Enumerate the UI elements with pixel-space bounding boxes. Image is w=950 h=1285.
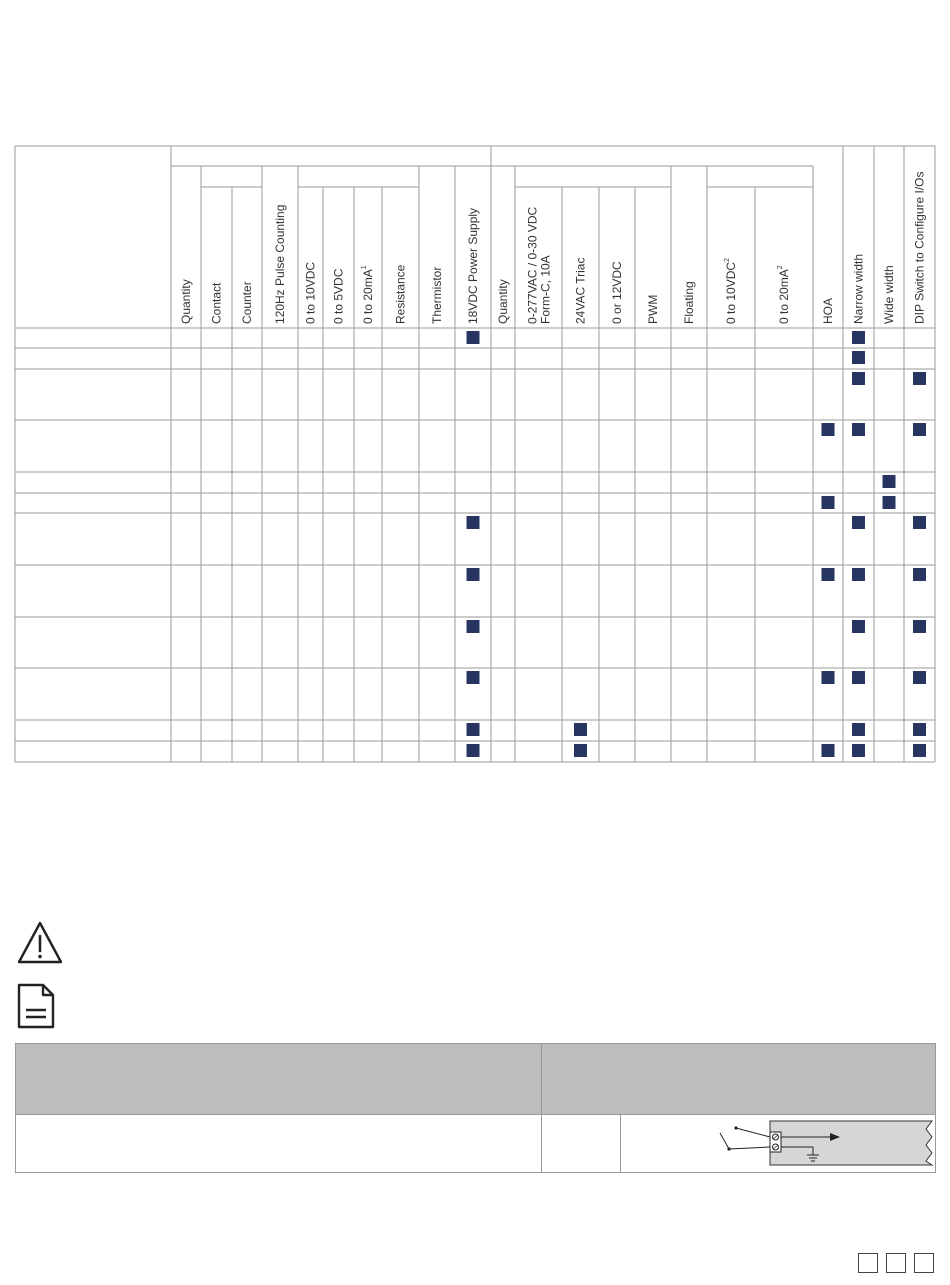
feature-mark <box>913 671 926 684</box>
footer-box <box>914 1253 934 1273</box>
column-header <box>724 258 738 324</box>
column-header <box>394 264 408 324</box>
feature-mark <box>913 423 926 436</box>
column-header-label: 0 to 10VDC <box>303 261 318 324</box>
footer-checkboxes <box>858 1253 934 1273</box>
column-header-label: Thermistor <box>430 266 444 324</box>
footer-box <box>886 1253 906 1273</box>
wiring-description-cell <box>16 1115 542 1173</box>
column-header <box>240 281 254 324</box>
column-header <box>610 261 624 324</box>
column-header <box>466 208 480 324</box>
feature-mark <box>852 423 865 436</box>
feature-mark <box>822 496 835 509</box>
column-header-label: 0 to $20mA^1$ <box>361 265 375 324</box>
column-header-label: HOA <box>821 297 835 324</box>
document-note-icon <box>16 982 56 1030</box>
feature-mark <box>467 671 480 684</box>
feature-mark <box>467 744 480 757</box>
column-header-label: Quantity <box>496 279 510 324</box>
feature-mark <box>913 516 926 529</box>
feature-mark <box>883 475 896 488</box>
footnote-marker: 1 <box>361 265 368 270</box>
feature-mark <box>852 744 865 757</box>
wiring-table-row <box>16 1115 936 1173</box>
switch-wire <box>736 1128 770 1137</box>
wiring-table-header-row <box>16 1044 936 1115</box>
footer-box <box>858 1253 878 1273</box>
column-header <box>777 265 791 324</box>
footnote-marker: 2 <box>777 265 784 270</box>
column-header <box>526 207 553 324</box>
column-header <box>496 279 510 324</box>
column-header-label: Floating <box>682 281 696 324</box>
column-header-label: 120Hz Pulse Counting <box>273 204 287 324</box>
wiring-header-cell <box>542 1044 936 1115</box>
column-header <box>361 265 375 324</box>
column-header-label: 0 to 5VDC <box>331 268 346 324</box>
column-header-label: 18VDC Power Supply <box>466 207 480 324</box>
feature-mark <box>822 744 835 757</box>
column-header <box>304 262 318 324</box>
feature-mark <box>852 516 865 529</box>
feature-mark <box>883 496 896 509</box>
column-header <box>646 295 660 324</box>
column-header-label: Resistance <box>393 264 408 324</box>
feature-mark <box>852 723 865 736</box>
column-header <box>913 171 927 324</box>
feature-mark <box>574 723 587 736</box>
column-header <box>210 282 224 324</box>
feature-mark <box>913 723 926 736</box>
feature-mark <box>852 620 865 633</box>
terminal-block <box>770 1132 781 1152</box>
column-header <box>574 258 588 324</box>
column-header <box>273 205 287 324</box>
contact-wiring-diagram <box>620 1115 935 1172</box>
column-header-label: 0 to 10VDC$^2$ <box>724 258 738 324</box>
feature-mark <box>852 372 865 385</box>
column-header <box>179 279 193 324</box>
column-header-label: 0 to $20mA^2$ <box>777 265 791 324</box>
feature-mark <box>852 568 865 581</box>
column-header <box>882 265 896 324</box>
column-header-label: DIP Switch to Configure I/Os <box>912 171 927 324</box>
feature-mark <box>913 620 926 633</box>
switch-wire <box>729 1147 770 1149</box>
input-wiring-table <box>15 1043 936 1173</box>
feature-mark <box>852 331 865 344</box>
column-header <box>821 298 835 324</box>
feature-mark <box>574 744 587 757</box>
column-header-label-line2: Form-C, 10A <box>538 255 553 324</box>
feature-mark <box>852 671 865 684</box>
feature-mark <box>852 351 865 364</box>
column-header-label: PWM <box>646 294 660 324</box>
footnote-marker: 2 <box>724 258 731 262</box>
wiring-header-cell <box>16 1044 542 1115</box>
feature-mark <box>467 723 480 736</box>
column-header <box>332 268 346 324</box>
feature-mark <box>467 516 480 529</box>
column-header-label: Counter <box>240 281 254 324</box>
column-header <box>430 267 444 324</box>
column-header-label: Wide width <box>882 265 896 324</box>
column-header-label: Contact <box>209 282 224 324</box>
feature-mark <box>822 671 835 684</box>
column-header-label: Quantity <box>179 279 193 324</box>
feature-mark <box>467 620 480 633</box>
wiring-mid-cell <box>542 1115 621 1173</box>
column-header-label: 0 or 12VDC <box>610 261 624 324</box>
feature-mark <box>913 744 926 757</box>
feature-mark <box>467 568 480 581</box>
column-header <box>852 254 866 324</box>
feature-mark <box>913 568 926 581</box>
wiring-diagram-cell <box>621 1115 936 1173</box>
column-header <box>682 281 696 324</box>
feature-mark <box>822 568 835 581</box>
column-header-label: 0-277VAC / 0-30 VDC <box>525 206 540 324</box>
feature-mark <box>467 331 480 344</box>
column-header-label: Narrow width <box>851 253 866 324</box>
feature-mark <box>822 423 835 436</box>
feature-mark <box>913 372 926 385</box>
column-header-label: 24VAC Triac <box>573 257 588 324</box>
switch-blade <box>720 1133 729 1149</box>
warning-triangle-icon <box>16 920 64 966</box>
